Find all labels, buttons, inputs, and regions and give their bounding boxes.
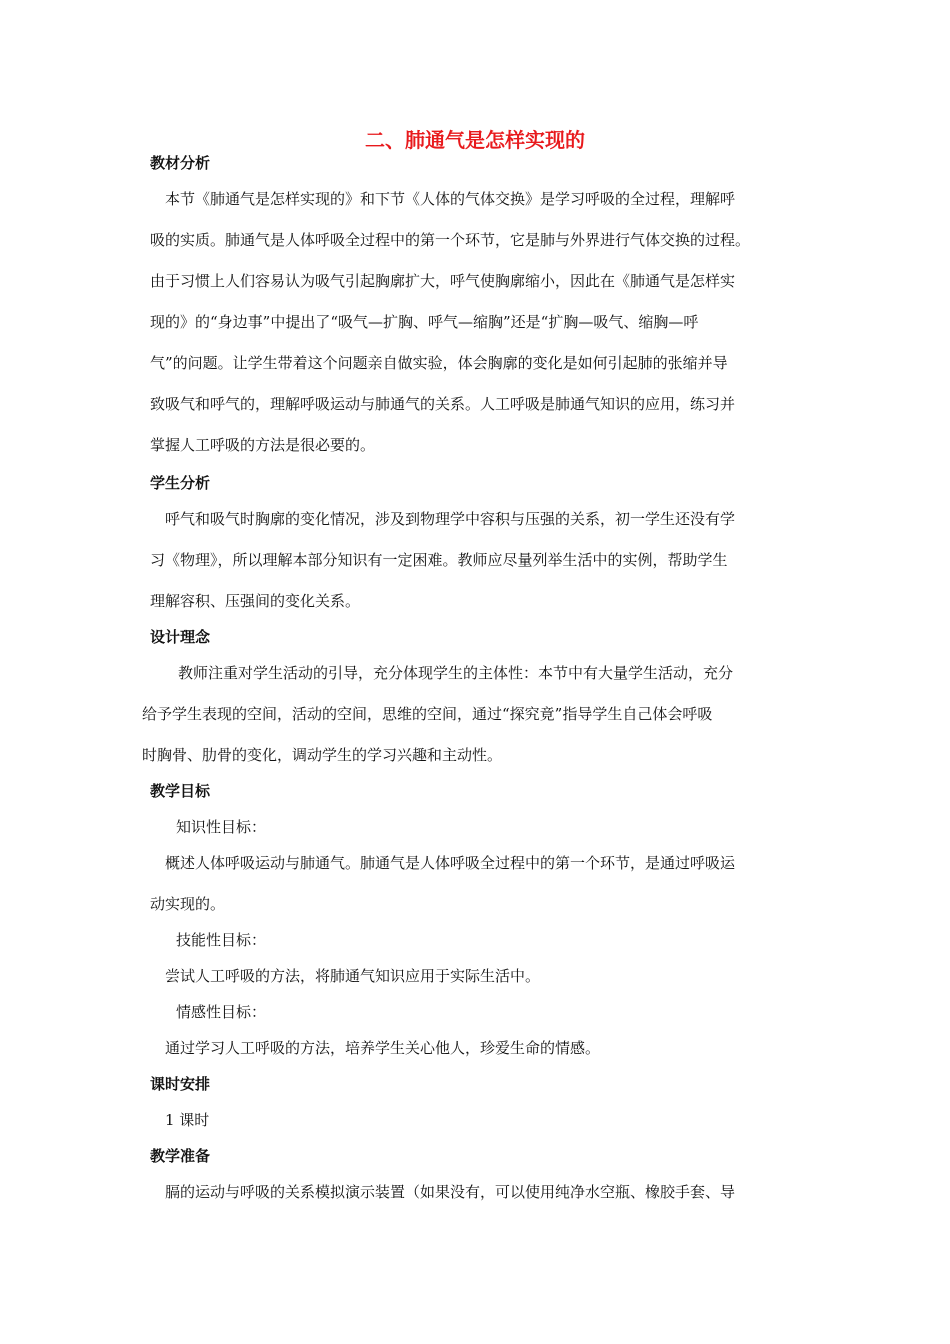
heading-teaching-goals: 教学目标 — [150, 782, 211, 800]
heading-class-schedule: 课时安排 — [150, 1075, 211, 1093]
paragraph-line: 本节《肺通气是怎样实现的》和下节《人体的气体交换》是学习呼吸的全过程，理解呼 — [165, 190, 736, 208]
paragraph-line: 通过学习人工呼吸的方法，培养学生关心他人，珍爱生命的情感。 — [165, 1039, 601, 1057]
paragraph-line: 理解容积、压强间的变化关系。 — [150, 592, 361, 610]
paragraph-line: 吸的实质。肺通气是人体呼吸全过程中的第一个环节，它是肺与外界进行气体交换的过程。 — [150, 231, 751, 249]
heading-student-analysis: 学生分析 — [150, 474, 211, 492]
subheading-knowledge-goal: 知识性目标： — [176, 818, 267, 836]
heading-teaching-preparation: 教学准备 — [150, 1147, 211, 1165]
heading-design-concept: 设计理念 — [150, 628, 211, 646]
paragraph-line: 教师注重对学生活动的引导，充分体现学生的主体性：本节中有大量学生活动，充分 — [178, 664, 734, 682]
heading-textbook-analysis: 教材分析 — [150, 154, 211, 172]
paragraph-line: 尝试人工呼吸的方法，将肺通气知识应用于实际生活中。 — [165, 967, 541, 985]
paragraph-line: 习《物理》，所以理解本部分知识有一定困难。教师应尽量列举生活中的实例，帮助学生 — [150, 551, 728, 569]
paragraph-line: 时胸骨、肋骨的变化，调动学生的学习兴趣和主动性。 — [142, 746, 503, 764]
subheading-emotion-goal: 情感性目标： — [176, 1003, 267, 1021]
paragraph-line: 由于习惯上人们容易认为吸气引起胸廓扩大，呼气使胸廓缩小，因此在《肺通气是怎样实 — [150, 272, 736, 290]
paragraph-line: 呼气和吸气时胸廓的变化情况，涉及到物理学中容积与压强的关系，初一学生还没有学 — [165, 510, 736, 528]
paragraph-line: 给予学生表现的空间，活动的空间，思维的空间，通过“探究竟”指导学生自己体会呼吸 — [142, 705, 713, 723]
paragraph-line: 掌握人工呼吸的方法是很必要的。 — [150, 436, 376, 454]
document-title: 二、肺通气是怎样实现的 — [365, 128, 585, 152]
paragraph-line: 膈的运动与呼吸的关系模拟演示装置（如果没有，可以使用纯净水空瓶、橡胶手套、导 — [165, 1183, 736, 1201]
paragraph-line: 气”的问题。让学生带着这个问题亲自做实验，体会胸廓的变化是如何引起肺的张缩并导 — [150, 354, 728, 372]
subheading-skill-goal: 技能性目标： — [176, 931, 267, 949]
paragraph-line: 概述人体呼吸运动与肺通气。肺通气是人体呼吸全过程中的第一个环节，是通过呼吸运 — [165, 854, 736, 872]
paragraph-line: 1 课时 — [165, 1111, 210, 1129]
paragraph-line: 现的》的“身边事”中提出了“吸气—扩胸、呼气—缩胸”还是“扩胸—吸气、缩胸—呼 — [150, 313, 699, 331]
paragraph-line: 动实现的。 — [150, 895, 226, 913]
paragraph-line: 致吸气和呼气的，理解呼吸运动与肺通气的关系。人工呼吸是肺通气知识的应用，练习并 — [150, 395, 736, 413]
